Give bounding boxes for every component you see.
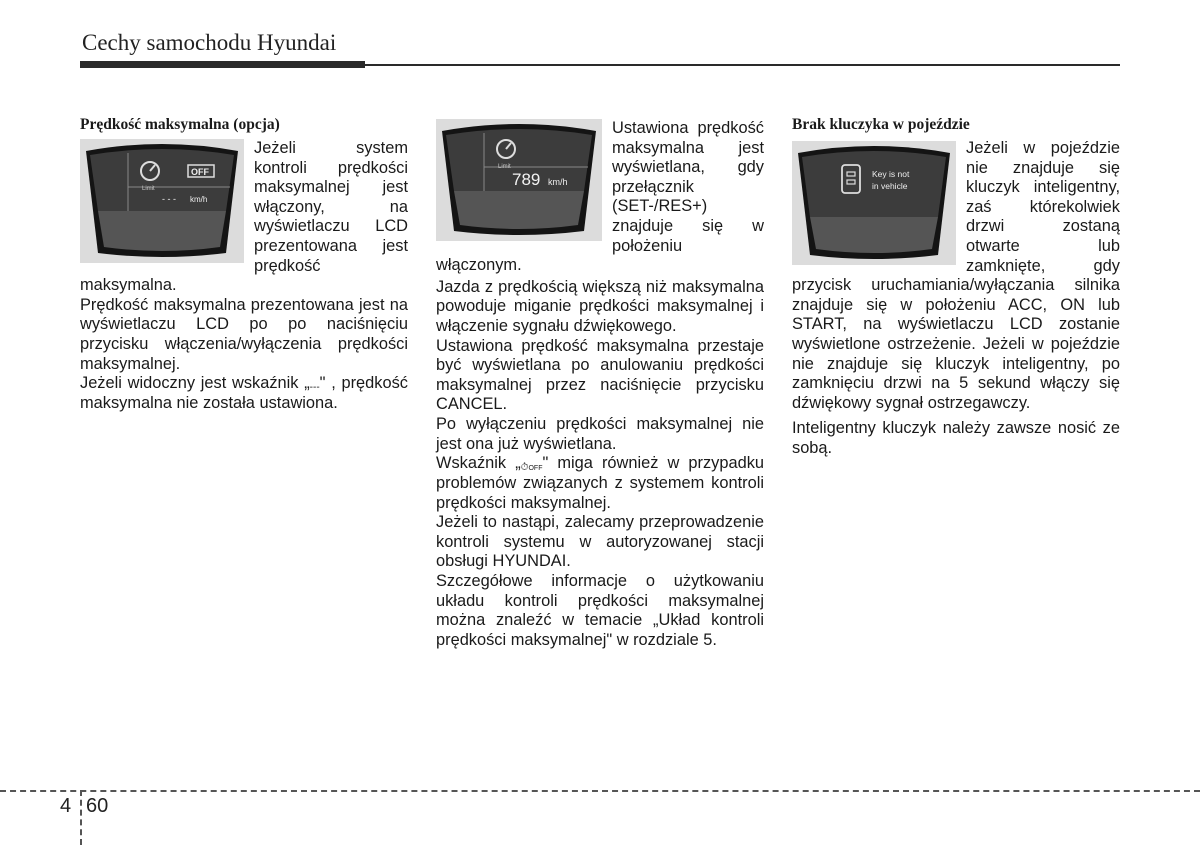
section-heading-no-key: Brak kluczyka w pojeździe <box>792 116 970 133</box>
page-number <box>60 795 109 818</box>
paragraph: Jazda z prędkością większą niż maksymalna powoduje miganie prędkości maksymalnej i włączenie sygnału dźwiękowego. <box>436 277 764 335</box>
paragraph: Prędkość maksymalna prezentowana jest na wyświetlaczu LCD po po naciśnięciu przycisku włączenia/wyłączenia prędkości maksymalnej. <box>80 295 408 373</box>
lcd-limit-label: Limit <box>498 164 511 170</box>
lcd-unit-label: km/h <box>190 195 208 204</box>
footer-dashed-rule <box>0 790 1200 792</box>
lcd-display-speed-illustration <box>436 119 602 241</box>
column-speed-display <box>436 119 764 650</box>
lcd-speed-placeholder: - - - <box>162 194 176 204</box>
lcd-display-off-illustration <box>80 139 244 263</box>
paragraph: Wskaźnik „⏱OFF" miga również w przypadku problemów związanych z systemem kontroli prędkości maksymalnej. <box>436 454 765 512</box>
lcd-display-key-warning-illustration <box>792 141 956 265</box>
header-bar <box>80 61 365 68</box>
column-no-key <box>792 115 1120 459</box>
lcd-figure-speed-set <box>436 119 602 241</box>
speed-limit-off-icon: --- <box>309 382 320 394</box>
paragraph: Ustawiona prędkość maksymalna przestaje być wyświetlana po anulowaniu prędkości maksymalnej przez naciśnięcie przycisku CANCEL. <box>436 336 764 414</box>
footer-dashed-divider <box>80 790 82 845</box>
paragraph: Jeżeli widoczny jest wskaźnik „---" , prędkość maksymalna nie została ustawiona. <box>80 374 408 412</box>
lcd-warning-line1: Key is not <box>872 169 910 179</box>
page-header-title: Cechy samochodu Hyundai <box>82 30 337 55</box>
column-speed-limit <box>80 115 408 413</box>
lcd-speed-value: 789 <box>512 170 541 189</box>
lcd-limit-label: Limit <box>142 186 155 192</box>
paragraph: Ustawiona prędkość maksymalna jest wyświetlana, gdy przełącznik (SET-/RES+) znajduje się w położeniu włączonym. <box>436 119 764 275</box>
header-rule <box>365 64 1120 66</box>
paragraph: Po wyłączeniu prędkości maksymalnej nie jest ona już wyświetlana. <box>436 414 764 453</box>
section-heading-speed-limit: Prędkość maksymalna (opcja) <box>80 116 280 133</box>
paragraph: Inteligentny kluczyk należy zawsze nosić ze sobą. <box>792 419 1120 457</box>
lcd-warning-line2: in vehicle <box>872 181 908 191</box>
lcd-figure-speed-limit-off <box>80 139 244 263</box>
paragraph: Jeżeli system kontroli prędkości maksymalnej jest włączony, na wyświetlaczu LCD prezentowana jest prędkość maksymalna. <box>80 139 408 295</box>
paragraph: Jeżeli to nastąpi, zalecamy przeprowadzenie kontroli systemu w autoryzowanej stacji obsługi HYUNDAI. <box>436 513 764 571</box>
paragraph: Jeżeli w pojeździe nie znajduje się kluczyk inteligentny, zaś którekolwiek drzwi zostaną otwarte lub zamknięte, gdy przycisk uruchamiania/wyłączania silnika znajduje się w położeniu ACC, ON lub START, na wyświetlaczu LCD zostanie wyświetlone ostrzeżenie. Jeżeli w pojeździe nie znajduje się kluczyk inteligentny, po zamknięciu drzwi na 5 sekund włączy się dźwiękowy sygnał ostrzegawczy. <box>792 139 1120 412</box>
lcd-figure-key-not-in-vehicle <box>792 141 956 265</box>
page-number-value: 60 <box>86 795 109 817</box>
chapter-number: 4 <box>60 795 72 817</box>
speed-limit-off-icon: ⏱OFF <box>520 462 543 474</box>
lcd-off-label: OFF <box>191 167 209 177</box>
lcd-unit-label: km/h <box>548 177 568 187</box>
paragraph: Szczegółowe informacje o użytkowaniu układu kontroli prędkości maksymalnej można znaleźć w temacie „Układ kontroli prędkości maksymalnej" w rozdziale 5. <box>436 572 764 649</box>
